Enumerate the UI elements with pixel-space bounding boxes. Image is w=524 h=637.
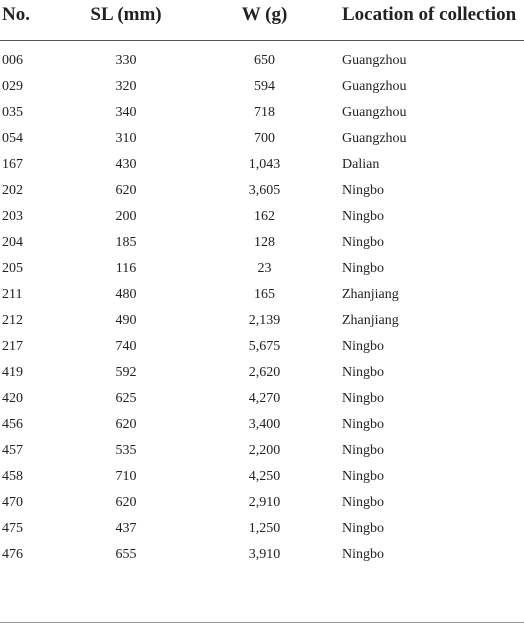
cell-no: 167 [2,157,23,172]
cell-w: 718 [254,105,275,120]
header-spacer [0,41,524,49]
cell-w: 594 [254,79,275,94]
cell-sl: 710 [115,469,137,484]
cell-no: 458 [2,469,23,484]
cell-sl: 625 [115,391,137,406]
cell-location: Ningbo [342,209,384,224]
column-header-sl: SL (mm) [60,0,192,41]
table-row [0,282,524,308]
cell-sl: 655 [115,547,137,562]
cell-sl: 185 [115,235,137,250]
table-bottom-rule [0,622,524,623]
cell-sl: 535 [115,443,137,458]
table-row [0,334,524,360]
table-row [0,542,524,568]
cell-location: Ningbo [342,521,384,536]
cell-no: 203 [2,209,23,224]
cell-location: Guangzhou [342,79,407,94]
table-row [0,360,524,386]
cell-no: 475 [2,521,23,536]
cell-no: 054 [2,131,23,146]
cell-sl: 320 [115,79,137,94]
cell-no: 420 [2,391,23,406]
cell-location: Ningbo [342,339,384,354]
cell-no: 035 [2,105,23,120]
cell-location: Ningbo [342,443,384,458]
table-row [0,256,524,282]
table-row [0,204,524,230]
cell-location: Ningbo [342,469,384,484]
cell-sl: 200 [115,209,137,224]
cell-w: 3,605 [248,183,281,198]
cell-w: 23 [257,261,272,276]
cell-w: 650 [254,53,275,68]
cell-location: Ningbo [342,417,384,432]
cell-sl: 437 [115,521,137,536]
table-row [0,152,524,178]
cell-w: 1,043 [248,157,281,172]
cell-location: Ningbo [342,365,384,380]
cell-w: 2,620 [248,365,281,380]
cell-sl: 330 [115,53,137,68]
cell-sl: 340 [115,105,137,120]
table-row [0,516,524,542]
table-row [0,490,524,516]
cell-w: 165 [254,287,275,302]
spacer-cell [0,41,524,49]
cell-sl: 620 [115,417,137,432]
cell-location: Ningbo [342,235,384,250]
cell-w: 128 [254,235,275,250]
cell-location: Zhanjiang [342,313,399,328]
cell-location: Ningbo [342,391,384,406]
cell-sl: 116 [115,261,137,276]
cell-sl: 480 [115,287,137,302]
cell-no: 457 [2,443,23,458]
cell-w: 2,139 [248,313,281,328]
column-header-location: Location of collection [337,0,524,41]
cell-w: 3,910 [248,547,281,562]
cell-no: 476 [2,547,23,562]
cell-location: Guangzhou [342,53,407,68]
cell-sl: 620 [115,495,137,510]
cell-w: 700 [254,131,275,146]
table-row [0,464,524,490]
table-row [0,308,524,334]
cell-location: Ningbo [342,547,384,562]
cell-w: 5,675 [248,339,281,354]
cell-sl: 430 [115,157,137,172]
cell-location: Guangzhou [342,131,407,146]
cell-no: 211 [2,287,23,302]
cell-no: 470 [2,495,23,510]
cell-no: 456 [2,417,23,432]
cell-location: Zhanjiang [342,287,399,302]
cell-location: Dalian [342,157,380,172]
cell-no: 419 [2,365,23,380]
cell-sl: 740 [115,339,137,354]
cell-w: 1,250 [248,521,281,536]
column-header-no: No. [0,0,60,41]
cell-no: 006 [2,53,23,68]
table-row [0,126,524,152]
cell-no: 204 [2,235,23,250]
table-row [0,438,524,464]
table-row [0,178,524,204]
cell-sl: 310 [115,131,137,146]
table-row [0,412,524,438]
cell-w: 4,270 [248,391,281,406]
table-header [0,0,524,41]
table-body [0,41,524,569]
cell-no: 212 [2,313,23,328]
cell-sl: 592 [115,365,137,380]
cell-w: 3,400 [248,417,281,432]
cell-no: 202 [2,183,23,198]
table-row [0,48,524,74]
cell-location: Guangzhou [342,105,407,120]
cell-sl: 620 [115,183,137,198]
table-row [0,74,524,100]
cell-w: 2,200 [248,443,281,458]
cell-sl: 490 [115,313,137,328]
header-row [0,0,524,41]
cell-location: Ningbo [342,261,384,276]
cell-no: 217 [2,339,23,354]
table-row [0,230,524,256]
table-row [0,386,524,412]
cell-no: 205 [2,261,23,276]
column-header-w: W (g) [192,0,337,41]
cell-location: Ningbo [342,495,384,510]
cell-location: Ningbo [342,183,384,198]
cell-w: 162 [254,209,275,224]
cell-w: 4,250 [248,469,281,484]
cell-w: 2,910 [248,495,281,510]
table-row [0,100,524,126]
cell-no: 029 [2,79,23,94]
